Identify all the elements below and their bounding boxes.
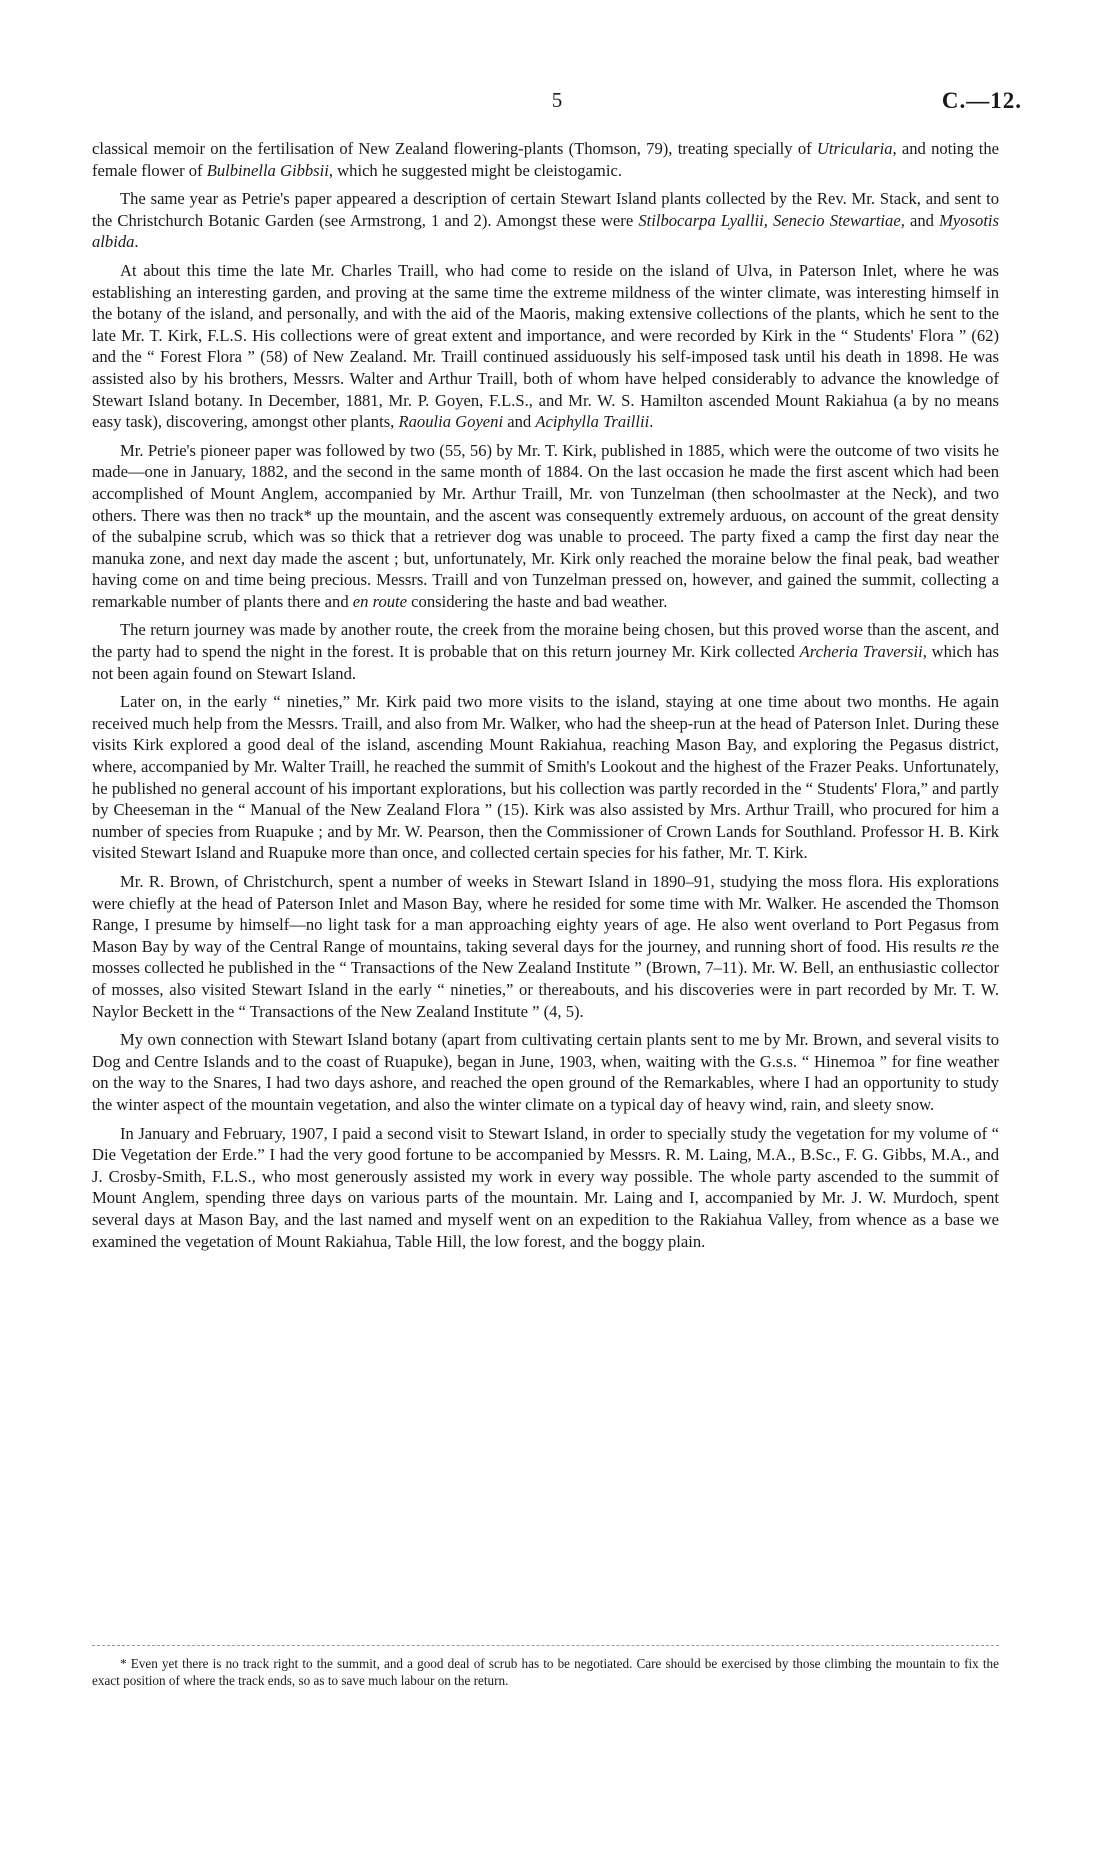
- footnote: * Even yet there is no track right to the summit, and a good deal of scrub has to be negotiated. Care should be exercised by those climbing the mountain to fix the exact position of where the track ends, so as to save much labour on the return.: [92, 1656, 999, 1688]
- paragraph: [92, 619, 999, 684]
- text-run: In January and February, 1907, I paid a second visit to Stewart Island, in order to specially study the vegetation for my volume of “ Die Vegetation der Erde.” I had the very good fortune to be accompanied by Messrs. R. M. Laing, M.A., B.Sc., F. G. Gibbs, M.A., and J. Crosby-Smith, F.L.S., who most generously assisted my work in every way possible. The whole party ascended to the summit of Mount Anglem, spending three days on various parts of the mountain. Mr. Laing and I, accompanied by Mr. J. W. Murdoch, spent several days at Mason Bay, and the last named and myself went on an expedition to the Rakiahua Valley, from whence as a base we examined the vegetation of Mount Rakiahua, Table Hill, the low forest, and the boggy plain.: [92, 1123, 999, 1251]
- text-run: The same year as Petrie's paper appeared a description of certain Stewart Island plants collected by the Rev. Mr. Stack, and sent to the Christchurch Botanic Garden (see Armstrong, 1 and 2). Amongst these were: [92, 189, 999, 230]
- paragraph: [92, 1029, 999, 1115]
- paragraph: [92, 691, 999, 864]
- text-run: The return journey was made by another route, the creek from the moraine being chosen, but this proved worse than the ascent, and the party had to spend the night in the forest. It is probable that on this return journey Mr. Kirk collected: [92, 620, 999, 662]
- text-run: , which has not been again found on Stewart Island.: [92, 642, 1000, 683]
- document-reference: C.—12.: [941, 88, 1022, 113]
- paragraph: [92, 260, 999, 433]
- text-run: , and noting the female flower of: [92, 139, 1000, 180]
- footnote-divider: [92, 1645, 999, 1646]
- italic-text: en route: [352, 591, 408, 611]
- italic-text: Aciphylla Traillii: [535, 412, 650, 432]
- italic-text: Utricularia: [816, 139, 893, 158]
- italic-text: Raoulia Goyeni: [398, 412, 504, 432]
- italic-text: Bulbinella Gibbsii: [206, 160, 329, 180]
- italic-text: Archeria Traversii: [799, 642, 923, 662]
- paragraph: [92, 871, 999, 1022]
- text-run: My own connection with Stewart Island botany (apart from cultivating certain plants sent to me by Mr. Brown, and several visits to Dog and Centre Islands and to the coast of Ruapuke), began in June, 1903, when, waiting with the G.s.s. “ Hinemoa ” for fine weather on the way to the Snares, I had two days ashore, and reached the open ground of the Remarkables, where I had an opportunity to study the winter aspect of the mountain vegetation, and also the winter climate on a typical day of heavy wind, rain, and sleety snow.: [92, 1030, 999, 1114]
- italic-text: Myosotis albida: [92, 210, 999, 252]
- body-text: [92, 138, 999, 1259]
- text-run: classical memoir on the fertilisation of New Zealand flowering-plants (Thomson, 79), treating specially of: [92, 139, 817, 158]
- text-run: the mosses collected he published in the “ Transactions of the New Zealand Institute ” (Brown, 7–11). Mr. W. Bell, an enthusiastic collector of mosses, also visited Stewart Island in the early “ nineties,” or thereabouts, and his discoveries were in part recorded by Mr. T. W. Naylor Beckett in the “ Transactions of the New Zealand Institute ” (4, 5).: [92, 936, 1000, 1021]
- text-run: .: [134, 232, 139, 252]
- text-run: Mr. R. Brown, of Christchurch, spent a number of weeks in Stewart Island in 1890–91, studying the moss flora. His explorations were chiefly at the head of Paterson Inlet and Mason Bay, where he resided for some time with Mr. Walker. He ascended the Thomson Range, I presume by himself—no light task for a man approaching eighty years of age. He also went overland to Port Pegasus from Mason Bay by way of the Central Range of mountains, taking several days for the journey, and running short of food. His results: [92, 872, 999, 956]
- italic-text: re: [960, 936, 975, 956]
- text-run: .: [649, 412, 654, 432]
- text-run: considering the haste and bad weather.: [407, 591, 668, 611]
- italic-text: Stilbocarpa Lyallii, Senecio Stewartiae,: [638, 210, 905, 230]
- text-run: , which he suggested might be cleistogamic.: [328, 160, 622, 180]
- text-run: and: [904, 210, 940, 230]
- paragraph: [92, 188, 999, 253]
- text-run: Mr. Petrie's pioneer paper was followed by two (55, 56) by Mr. T. Kirk, published in 1885, which were the outcome of two visits he made—one in January, 1882, and the second in the same month of 1884. On the last occasion he made the first ascent which had been accomplished of Mount Anglem, accompanied by Mr. Arthur Traill, Mr. von Tunzelman (then schoolmaster at the Neck), and two others. There was then no track* up the mountain, and the ascent was consequently extremely arduous, on account of the great density of the subalpine scrub, which was so thick that a retriever dog was unable to proceed. The party fixed a camp the first day near the manuka zone, and next day made the ascent ; but, unfortunately, Mr. Kirk only reached the moraine below the final peak, bad weather having come on and time being precious. Messrs. Traill and von Tunzelman pressed on, however, and gained the summit, collecting a remarkable number of plants there and: [92, 440, 999, 611]
- paragraph: [92, 138, 999, 181]
- page-header: [92, 88, 1022, 118]
- paragraph: [92, 440, 999, 613]
- text-run: At about this time the late Mr. Charles Traill, who had come to reside on the island of Ulva, in Paterson Inlet, where he was establishing an interesting garden, and proving at the same time the extreme mildness of the winter climate, was interesting himself in the botany of the island, and personally, and with the aid of the Maoris, making extensive collections of the plants, which he sent to the late Mr. T. Kirk, F.L.S. His collections were of great extent and importance, and were recorded by Kirk in the “ Students' Flora ” (62) and the “ Forest Flora ” (58) of New Zealand. Mr. Traill continued assiduously his self-imposed task until his death in 1898. He was assisted also by his brothers, Messrs. Walter and Arthur Traill, both of whom have helped considerably to advance the knowledge of Stewart Island botany. In December, 1881, Mr. P. Goyen, F.L.S., and Mr. W. S. Hamilton ascended Mount Rakiahua (a by no means easy task), discovering, amongst other plants,: [92, 260, 999, 432]
- text-run: and: [503, 412, 536, 432]
- page-number: 5: [551, 88, 563, 112]
- text-run: Later on, in the early “ nineties,” Mr. Kirk paid two more visits to the island, staying at one time about two months. He again received much help from the Messrs. Traill, and also from Mr. Walker, who had the sheep-run at the head of Paterson Inlet. During these visits Kirk explored a good deal of the island, ascending Mount Rakiahua, reaching Mason Bay, and exploring the Pegasus district, where, accompanied by Mr. Walter Traill, he reached the summit of Smith's Lookout and the highest of the Frazer Peaks. Unfortunately, he published no general account of his important explorations, but his collection was partly recorded in the “ Students' Flora,” and partly by Cheeseman in the “ Manual of the New Zealand Flora ” (15). Kirk was also assisted by Mrs. Arthur Traill, who procured for him a number of species from Ruapuke ; and by Mr. W. Pearson, then the Commissioner of Crown Lands for Southland. Professor H. B. Kirk visited Stewart Island and Ruapuke more than once, and collected certain species for his father, Mr. T. Kirk.: [92, 692, 999, 863]
- paragraph: [92, 1123, 999, 1253]
